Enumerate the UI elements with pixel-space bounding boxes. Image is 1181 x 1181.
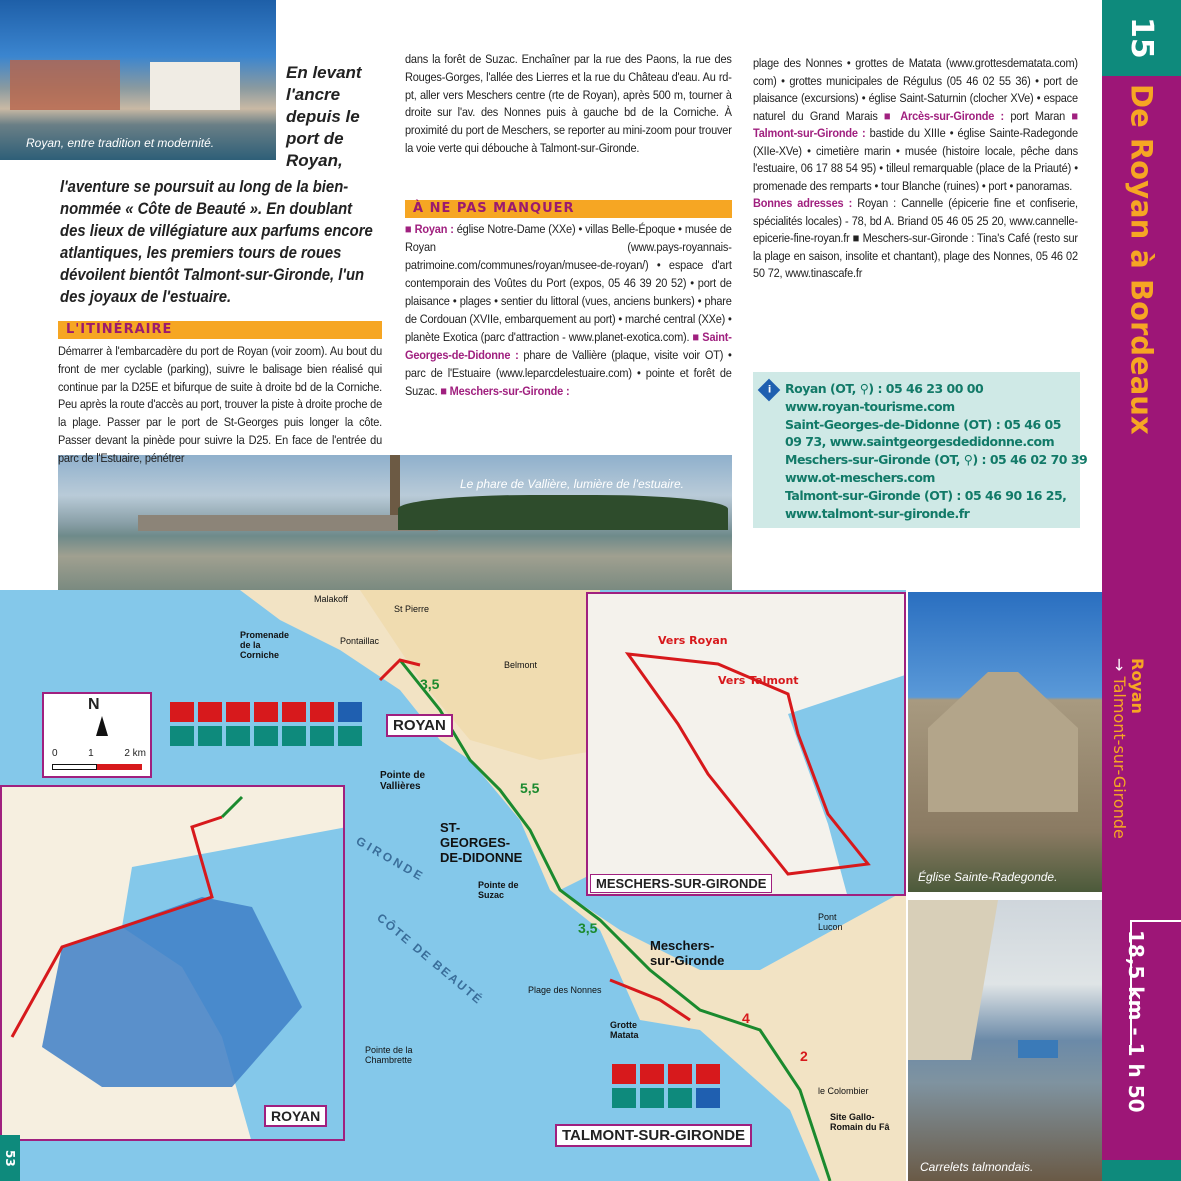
- map-label: Pont Lucon: [818, 912, 843, 932]
- church-icon: [170, 702, 194, 722]
- bonnes-adresses-text: Royan : Cannelle (épicerie fine et confiserie, spécialités locales) - 78, bd A. Briand 05 46 05 25 20, www.cannelle-epicerie-fine-royan.fr ■ Meschers-sur-Gironde : Tina's Café (resto sur la plage en saison, insolite et chantant), plage des Nonnes, 05 46 02 50 72, www.tinascafe.fr: [753, 196, 1078, 280]
- meschers-zoom-inset: [586, 592, 906, 896]
- intro-line: En levant: [286, 63, 362, 82]
- info-icon: i: [758, 379, 781, 402]
- intro-text: l'aventure se poursuit au long de la bien-nommée « Côte de Beauté ». En doublant des lieux de villégiature aux parfums encore atlantiques, les premiers tours de roues dévoilent bientôt Talmont-sur-Gironde, l'un des joyaux de l'estuaire.: [60, 178, 373, 306]
- route-to: Talmont-sur-Gironde: [1110, 676, 1129, 839]
- royan-items: église Notre-Dame (XXe) • villas Belle-Époque • musée de Royan (www.pays-royannais-patrimoine.com/communes/royan/musee-de-royan/) • espace d'art contemporain des Voûtes du Port (expos, 05 46 39 20 52) • port de plaisance • plages • sentier du littoral (vues, anciens bunkers) • phare de Cordouan (XVIIe, embarquement au port) • marché central (XXe) • planète Exotica (parc d'attraction - www.planet-exotica.com).: [405, 222, 732, 344]
- caption-carrelets: Carrelets talmondais.: [920, 1160, 1034, 1174]
- talmont-label: Talmont-sur-Gironde :: [753, 126, 866, 140]
- museum-icon: [640, 1064, 664, 1084]
- info-line: Royan (OT, ⚲) : 05 46 23 00 00: [785, 381, 984, 396]
- info-line: www.talmont-sur-gironde.fr: [785, 505, 970, 521]
- vers-talmont-label: Vers Talmont: [718, 674, 799, 687]
- map-label: St Pierre: [394, 604, 430, 614]
- tourist-info-box: [753, 372, 1088, 528]
- map-label: GIRONDE: [353, 833, 428, 885]
- ne-pas-manquer-list: ■ Royan : église Notre-Dame (XXe) • villas Belle-Époque • musée de Royan (www.pays-royannais-patrimoine.com/communes/royan/musee-de-royan/) • espace d'art contemporain des Voûtes du Port (expos, 05 46 39 20 52) • port de plaisance • plages • sentier du littoral (vues, anciens bunkers) • phare de Cordouan (XVIIe, embarquement au port) • marché central (XXe) • planète Exotica (parc d'attraction - www.planet-exotica.com). ■ Saint-Georges-de-Didonne : phare de Vallière (plaque, visite voir OT) • parc de l'Estuaire (www.leparcdelestuaire.com) • pointe et forêt de Suzac. ■ Meschers-sur-Gironde :: [405, 222, 732, 398]
- hiking-icon: [310, 702, 334, 722]
- photo-eglise: [908, 592, 1102, 892]
- chapter-number: 15: [1124, 17, 1159, 59]
- hotel-icon: [640, 1088, 664, 1108]
- photo-royan: [0, 0, 276, 160]
- map-royan-label: ROYAN: [386, 714, 453, 737]
- bottom-teal-tab: [1102, 1160, 1181, 1181]
- meschers-label: Meschers-sur-Gironde :: [449, 384, 570, 398]
- map-label: Pointe de Vallières: [380, 770, 426, 792]
- royan-inset-label: ROYAN: [264, 1105, 327, 1127]
- talmont-items: bastide du XIIIe • église Sainte-Radegonde (XIIe-XVe) • cimetière marin • musée (histoire locale, pêche dans l'estuaire, 06 17 88 54 95) • tilleul remarquable (place de la Priauté) • promenade des remparts • tour Blanche (ruines) • port • panoramas.: [753, 126, 1078, 193]
- map-stgeorges-label: ST-GEORGES-DE-DIDONNE: [440, 820, 523, 865]
- info-line: 09 73, www.saintgeorgesdedidonne.com: [785, 434, 1055, 450]
- map-label: Pointe de Suzac: [478, 880, 519, 900]
- distance-marker: 3,5: [578, 920, 598, 936]
- info-line: Talmont-sur-Gironde (OT) : 05 46 90 16 25,: [785, 487, 1067, 503]
- distance-marker: 4: [742, 1010, 750, 1026]
- intro-lines: [286, 62, 386, 172]
- map-label: Malakoff: [314, 594, 348, 604]
- royan-label: Royan :: [414, 222, 454, 236]
- bonnes-adresses-label: Bonnes adresses :: [753, 196, 853, 210]
- star-icon: [696, 1064, 720, 1084]
- info-icon: [338, 702, 362, 722]
- photo-phare-valliere: [58, 455, 732, 590]
- caption-phare: Le phare de Vallière, lumière de l'estuaire.: [460, 477, 684, 491]
- market-icon: [254, 702, 278, 722]
- intro-line: l'ancre: [286, 85, 341, 104]
- castle-icon: [198, 702, 222, 722]
- map-label: Promenade de la Corniche: [240, 630, 290, 660]
- ne-pas-manquer-continued: plage des Nonnes • grottes de Matata (www.grottesdematata.com) com) • grottes municipales de Régulus (05 46 02 55 36) • port de plaisance (excursions) • église Saint-Saturnin (clocher XVe) • espace naturel du Grand Marais ■ Arcès-sur-Gironde : port Maran ■ Talmont-sur-Gironde : bastide du XIIIe • église Sainte-Radegonde (XIIe-XVe) • cimetière marin • musée (histoire locale, pêche dans l'estuaire, 06 17 88 54 95) • tilleul remarquable (place de la Priauté) • promenade des remparts • tour Blanche (ruines) • port • panoramas. Bonnes adresses : Royan : Cannelle (épicerie fine et confiserie, spécialités locales) - 78, bd A. Briand 05 46 05 25 20, www.cannelle-epicerie-fine-royan.fr ■ Meschers-sur-Gironde : Tina's Café (resto sur la plage en saison, insolite et chantant), plage des Nonnes, 05 46 02 50 72, www.tinascafe.fr: [753, 56, 1078, 280]
- restaurant-icon: [198, 726, 222, 746]
- hotel-icon: [254, 726, 278, 746]
- stgeorges-label: Saint-Georges-de-Didonne :: [405, 330, 732, 362]
- map-talmont-label: TALMONT-SUR-GIRONDE: [555, 1124, 752, 1147]
- map-meschers-label: Meschers-sur-Gironde: [650, 938, 725, 968]
- chapter-title: De Royan à Bordeaux: [1124, 84, 1159, 435]
- route-distance: 18,5 km - 1 h 50: [1124, 930, 1148, 1113]
- star-icon: [282, 702, 306, 722]
- repair-icon: [338, 726, 362, 746]
- stgeorges-items: phare de Vallière (plaque, visite voir OT) • parc de l'Estuaire (www.leparcdelestuaire.com) • pointe et forêt de Suzac.: [405, 348, 732, 398]
- intro-line: Royan,: [286, 151, 343, 170]
- info-line: Meschers-sur-Gironde (OT, ⚲) : 05 46 02 70 39: [785, 452, 1088, 468]
- itineraire-text-2: dans la forêt de Suzac. Enchaîner par la rue des Paons, la rue des Rouges-Gorges, l'allée des Lierres et la rue du Château d'eau. Au rd-pt, aller vers Meschers centre (rte de Royan), après 500 m, tourner à droite sur l'av. des Nonnes puis à gauche bd de la Corniche. À proximité du port de Meschers, se reporter au mini-zoom pour trouver la voie verte qui débouche à Talmont-sur-Gironde.: [405, 52, 732, 155]
- distance-marker: 3,5: [420, 676, 440, 692]
- map-label: Belmont: [504, 660, 538, 670]
- distance-marker: 5,5: [520, 780, 540, 796]
- chapter-number-tab: [1102, 0, 1181, 76]
- meschers-inset-label: MESCHERS-SUR-GIRONDE: [590, 874, 772, 893]
- map-label: Pontaillac: [340, 636, 380, 646]
- church-icon: [612, 1064, 636, 1084]
- photo-carrelets: [908, 900, 1102, 1181]
- page-number-bottom: [0, 1135, 20, 1181]
- map-label: le Colombier: [818, 1086, 869, 1096]
- royan-services-icons: [170, 702, 362, 746]
- route-band: [1102, 590, 1181, 1160]
- royan-zoom-inset: [0, 785, 345, 1141]
- route-map[interactable]: [0, 590, 906, 1181]
- bike-rental-icon: [310, 726, 334, 746]
- map-scale: [42, 692, 152, 778]
- meschers-items: plage des Nonnes • grottes de Matata (www.grottesdematata.com) com) • grottes municipales de Régulus (05 46 02 55 36) • port de plaisance (excursions) • église Saint-Saturnin (clocher XVe) • espace naturel du Grand Marais: [753, 56, 1078, 123]
- arces-items: port Maran: [1010, 108, 1066, 123]
- talmont-services-icons: [612, 1064, 720, 1108]
- route-from: Royan: [1128, 658, 1147, 714]
- divider: [1130, 920, 1181, 922]
- camping-icon: [226, 726, 250, 746]
- lodging-icon: [668, 1088, 692, 1108]
- page-number-text: 53: [3, 1149, 17, 1167]
- museum-icon: [226, 702, 250, 722]
- ne-pas-manquer-heading: À NE PAS MANQUER: [405, 200, 732, 218]
- arces-label: Arcès-sur-Gironde :: [900, 108, 1005, 123]
- itineraire-text-1: Démarrer à l'embarcadère du port de Royan (voir zoom). Au bout du front de mer cyclable (parking), suivre le balisage bien réalisé qui continue par la D25E et bifurque de suite à droite bd de la Corniche. Peu après la route d'accès au port, trouver la piste à droite proche de la plage. Passer par le port de St-Georges puis longer la côte. Passer devant la pinède pour suivre la D25. En face de l'entrée du parc de l'Estuaire, pénétrer: [58, 344, 382, 465]
- info-line: www.ot-meschers.com: [785, 469, 935, 485]
- meschers-inset-svg: [588, 594, 906, 896]
- route-arrow-line: [1110, 658, 1128, 839]
- vers-royan-label: Vers Royan: [658, 634, 728, 647]
- chapter-title-band: [1102, 76, 1181, 590]
- shop-icon: [170, 726, 194, 746]
- market-icon: [668, 1064, 692, 1084]
- restaurant-icon: [612, 1088, 636, 1108]
- caption-royan: Royan, entre tradition et modernité.: [26, 136, 215, 150]
- intro-line: port de: [286, 129, 344, 148]
- info-icon: [696, 1088, 720, 1108]
- info-line: Saint-Georges-de-Didonne (OT) : 05 46 05: [785, 416, 1061, 432]
- route-names: [1110, 658, 1146, 839]
- itineraire-heading: L'ITINÉRAIRE: [58, 321, 382, 339]
- arrow-icon: →: [1110, 658, 1129, 672]
- map-label: Site Gallo-Romain du Fâ: [830, 1112, 890, 1132]
- scale-tick: 1: [88, 748, 94, 759]
- intro-line: depuis le: [286, 107, 360, 126]
- map-label: Grotte Matata: [610, 1020, 639, 1040]
- map-label: Plage des Nonnes: [528, 985, 602, 995]
- caption-eglise: Église Sainte-Radegonde.: [918, 870, 1058, 884]
- lodging-icon: [282, 726, 306, 746]
- map-label: Pointe de la Chambrette: [365, 1045, 413, 1065]
- map-label: CÔTE DE BEAUTÉ: [374, 910, 486, 1008]
- info-line: www.royan-tourisme.com: [785, 398, 955, 414]
- royan-inset-svg: [2, 787, 345, 1141]
- distance-marker: 2: [800, 1048, 808, 1064]
- scale-tick: 2 km: [124, 748, 146, 759]
- scale-tick: 0: [52, 748, 58, 759]
- north-arrow-icon: N: [88, 696, 100, 713]
